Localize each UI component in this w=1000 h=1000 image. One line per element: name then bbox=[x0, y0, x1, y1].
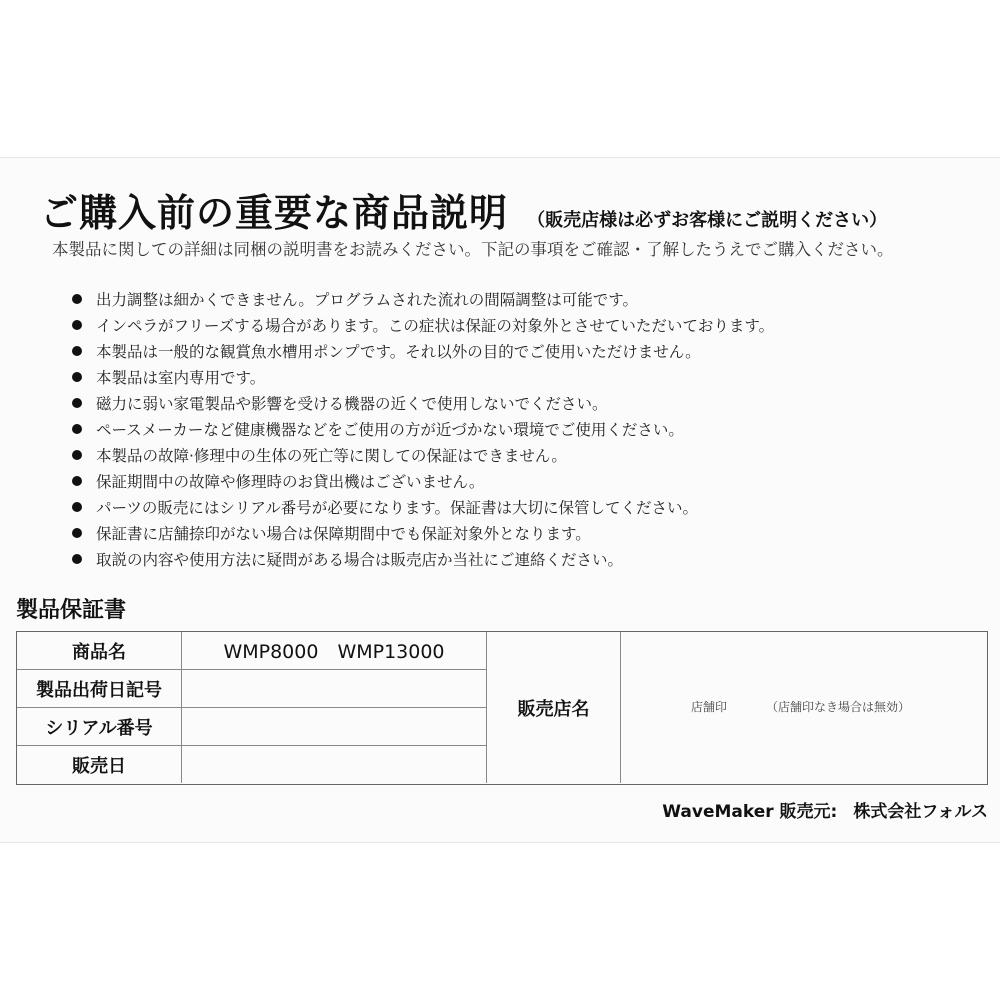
sale-date-value bbox=[182, 746, 487, 783]
bullet-icon bbox=[72, 372, 82, 382]
bullet-icon bbox=[72, 476, 82, 486]
list-item-text: パーツの販売にはシリアル番号が必要になります。保証書は大切に保管してください。 bbox=[96, 499, 699, 517]
store-name-label: 販売店名 bbox=[517, 698, 590, 720]
list-item bbox=[72, 520, 774, 546]
list-item bbox=[72, 546, 774, 572]
title-note: （販売店様は必ずお客様にご説明ください） bbox=[527, 210, 888, 231]
list-item bbox=[72, 338, 774, 364]
intro-text: 本製品に関しての詳細は同梱の説明書をお読みください。下記の事項をご確認・了解したうえでご購入ください。 bbox=[52, 240, 894, 259]
list-item-text: 保証期間中の故障や修理時のお貸出機はございません。 bbox=[96, 473, 485, 491]
bullet-icon bbox=[72, 528, 82, 538]
warranty-title: 製品保証書 bbox=[16, 598, 127, 623]
list-item-text: インペラがフリーズする場合があります。この症状は保証の対象外とさせていただいております。 bbox=[96, 317, 775, 335]
list-item bbox=[72, 364, 774, 390]
ship-date-code-label: 製品出荷日記号 bbox=[17, 670, 182, 708]
list-item-text: 保証書に店舗捺印がない場合は保障期間中でも保証対象外となります。 bbox=[96, 525, 591, 543]
list-item bbox=[72, 390, 774, 416]
bullet-icon bbox=[72, 424, 82, 434]
footer-brand-line: WaveMaker 販売元: bbox=[662, 802, 838, 822]
store-stamp-area bbox=[620, 632, 988, 783]
warranty-table bbox=[16, 631, 988, 785]
list-item bbox=[72, 286, 774, 312]
list-item bbox=[72, 468, 774, 494]
list-item bbox=[72, 442, 774, 468]
bullet-icon bbox=[72, 398, 82, 408]
product-name-value: WMP8000 WMP13000 bbox=[182, 632, 487, 670]
serial-number-label: シリアル番号 bbox=[17, 708, 182, 746]
list-item-text: 取説の内容や使用方法に疑問がある場合は販売店か当社にご連絡ください。 bbox=[96, 551, 624, 569]
list-item-text: 本製品は室内専用です。 bbox=[96, 369, 266, 387]
bullet-icon bbox=[72, 320, 82, 330]
page-title: ご購入前の重要な商品説明 bbox=[40, 191, 509, 235]
notice-list bbox=[72, 286, 774, 572]
footer-company: 株式会社フォルス bbox=[853, 802, 988, 822]
list-item-text: 出力調整は細かくできません。プログラムされた流れの間隔調整は可能です。 bbox=[96, 291, 639, 309]
product-name-label: 商品名 bbox=[17, 632, 182, 670]
footer-distributor bbox=[662, 797, 988, 822]
bullet-icon bbox=[72, 346, 82, 356]
list-item-text: 本製品は一般的な観賞魚水槽用ポンプです。それ以外の目的でご使用いただけません。 bbox=[96, 343, 701, 361]
stamp-note: （店舗印なき場合は無効） bbox=[766, 700, 911, 714]
list-item bbox=[72, 312, 774, 338]
title-row bbox=[40, 182, 990, 235]
list-item-text: 本製品の故障·修理中の生体の死亡等に関しての保証はできません。 bbox=[96, 447, 567, 465]
ship-date-code-value bbox=[182, 670, 487, 708]
sale-date-label: 販売日 bbox=[17, 746, 182, 783]
list-item bbox=[72, 416, 774, 442]
bullet-icon bbox=[72, 554, 82, 564]
list-item bbox=[72, 494, 774, 520]
list-item-text: ペースメーカーなど健康機器などをご使用の方が近づかない環境でご使用ください。 bbox=[96, 421, 684, 439]
list-item-text: 磁力に弱い家電製品や影響を受ける機器の近くで使用しないでください。 bbox=[96, 395, 608, 413]
bullet-icon bbox=[72, 294, 82, 304]
stamp-label: 店舗印 bbox=[691, 700, 728, 714]
bullet-icon bbox=[72, 502, 82, 512]
bullet-icon bbox=[72, 450, 82, 460]
serial-number-value bbox=[182, 708, 487, 746]
